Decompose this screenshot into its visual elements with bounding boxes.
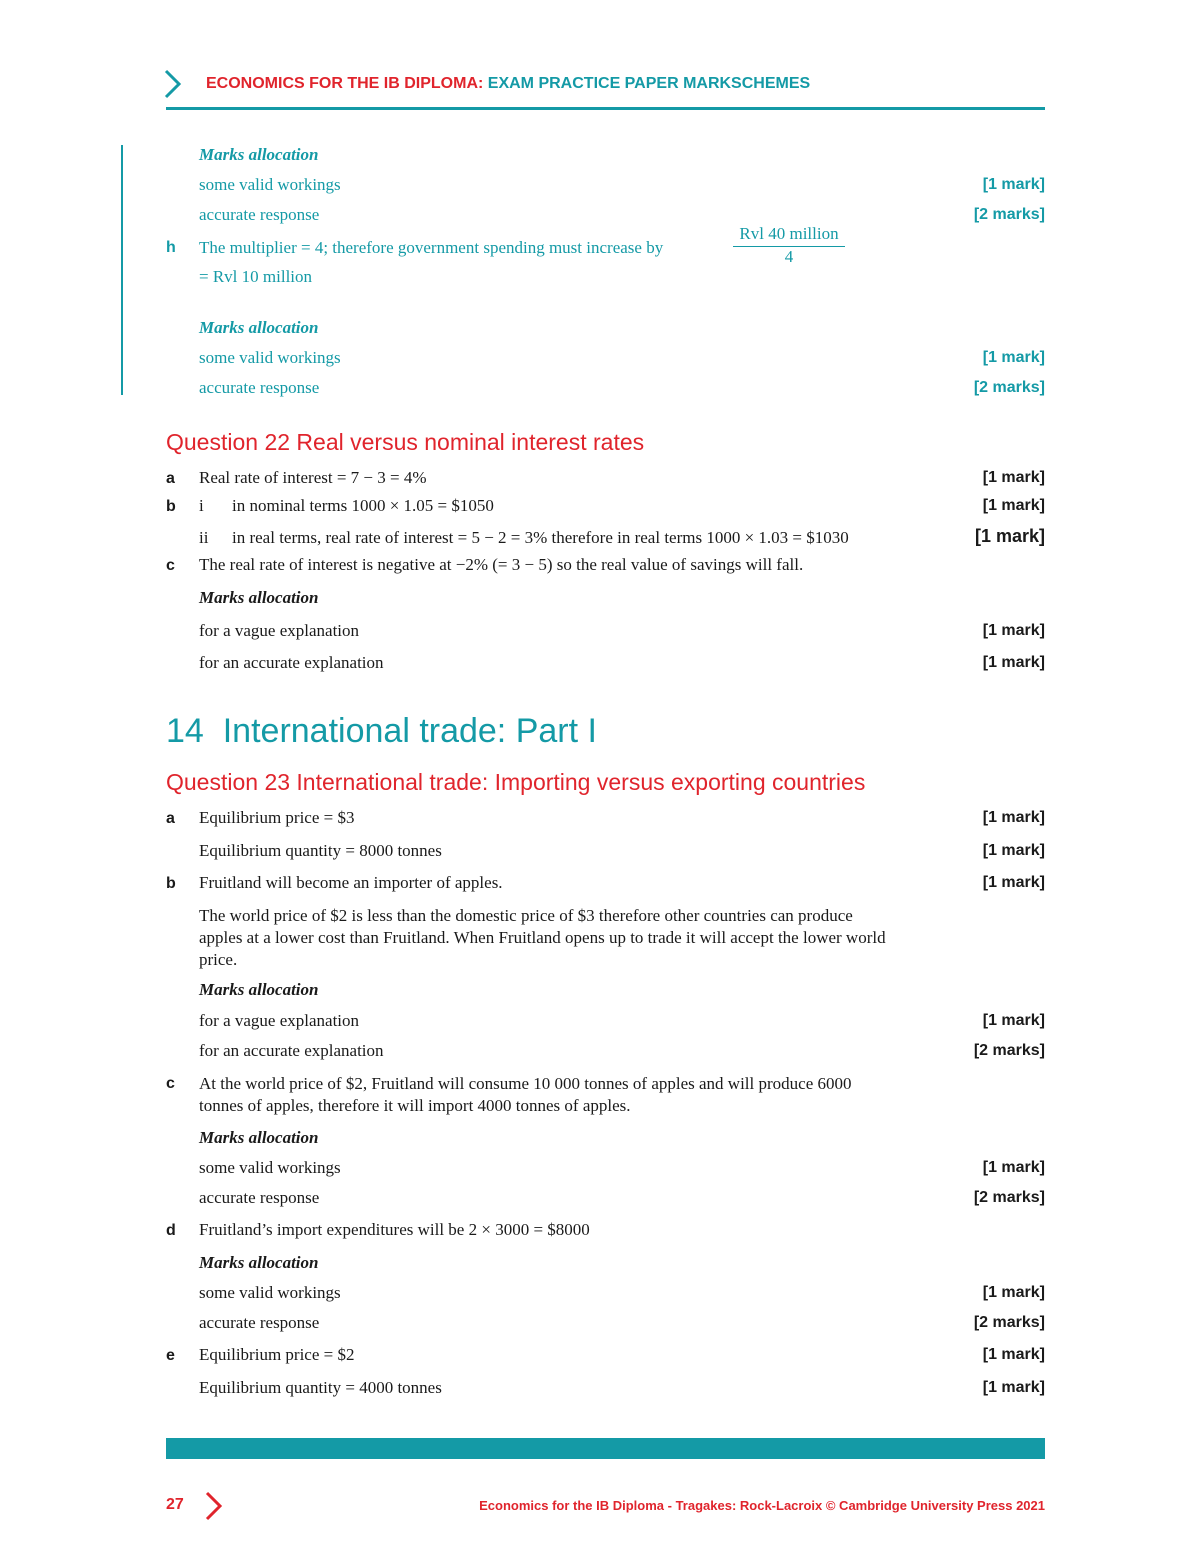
mark-value: [1 mark]: [982, 1379, 1045, 1396]
mark-value: [2 marks]: [973, 206, 1045, 223]
item-text: Fruitland’s import expenditures will be 2 × 3000 = $8000: [199, 1220, 590, 1239]
row-text: some valid workings: [199, 1283, 341, 1302]
item-text: Fruitland will become an importer of apples.: [199, 873, 503, 892]
mark-value: [1 mark]: [982, 497, 1045, 514]
item-text: in nominal terms 1000 × 1.05 = $1050: [232, 496, 494, 515]
item-label: c: [166, 1075, 175, 1092]
marks-allocation-label: Marks allocation: [199, 1253, 319, 1272]
item-label: b: [166, 498, 176, 515]
marks-allocation-label: Marks allocation: [199, 980, 319, 999]
subitem-label: ii: [199, 528, 209, 547]
mark-value: [1 mark]: [982, 176, 1045, 193]
mark-value: [1 mark]: [982, 622, 1045, 639]
header-title-part1: ECONOMICS FOR THE IB DIPLOMA:: [206, 75, 484, 92]
item-text: Equilibrium quantity = 4000 tonnes: [199, 1378, 442, 1397]
mark-value: [1 mark]: [982, 1346, 1045, 1363]
page-number: 27: [166, 1496, 184, 1513]
item-text: Equilibrium quantity = 8000 tonnes: [199, 841, 442, 860]
item-label: a: [166, 470, 175, 487]
mark-value: [2 marks]: [973, 1314, 1045, 1331]
mark-value: [1 mark]: [982, 469, 1045, 486]
marks-allocation-label: Marks allocation: [199, 145, 319, 164]
row-text: for a vague explanation: [199, 1011, 360, 1030]
chevron-right-icon: [163, 68, 183, 100]
row-text: for an accurate explanation: [199, 653, 384, 672]
item-text: Real rate of interest = 7 − 3 = 4%: [199, 468, 427, 487]
item-label: e: [166, 1347, 175, 1364]
header-title: [206, 75, 810, 93]
mark-value: [1 mark]: [982, 1012, 1045, 1029]
item-text: Equilibrium price = $2: [199, 1345, 355, 1364]
item-label: a: [166, 810, 175, 827]
fraction-denominator: 4: [784, 247, 794, 266]
row-text: some valid workings: [199, 1158, 341, 1177]
mark-value: [1 mark]: [982, 842, 1045, 859]
chapter-title: International trade: Part I: [222, 712, 597, 750]
row-text: accurate response: [199, 378, 320, 397]
question-heading: Question 23 International trade: Importing versus exporting countries: [166, 769, 866, 795]
fraction: [733, 224, 845, 267]
row-text: for an accurate explanation: [199, 1041, 384, 1060]
item-text: Equilibrium price = $3: [199, 808, 355, 827]
item-text: The real rate of interest is negative at −2% (= 3 − 5) so the real value of savings will fall.: [199, 555, 804, 574]
item-result: = Rvl 10 million: [199, 267, 313, 286]
mark-value: [2 marks]: [973, 1042, 1045, 1059]
mark-value: [2 marks]: [973, 1189, 1045, 1206]
mark-value: [1 mark]: [974, 526, 1045, 546]
header-title-part2: EXAM PRACTICE PAPER MARKSCHEMES: [487, 75, 811, 92]
chevron-right-icon: [204, 1490, 224, 1522]
row-text: some valid workings: [199, 348, 341, 367]
row-text: some valid workings: [199, 175, 341, 194]
item-paragraph: The world price of $2 is less than the domestic price of $3 therefore other countries can produce apples at a lower cost than Fruitland. When Fruitland opens up to trade it will accept the lower world price.: [199, 906, 886, 969]
item-label: d: [166, 1222, 176, 1239]
row-text: accurate response: [199, 1313, 320, 1332]
item-paragraph: At the world price of $2, Fruitland will consume 10 000 tonnes of apples and will produce 6000 tonnes of apples, therefore it will import 4000 tonnes of apples.: [199, 1074, 852, 1115]
marks-allocation-label: Marks allocation: [199, 588, 319, 607]
continuation-bar: [121, 145, 123, 395]
mark-value: [1 mark]: [982, 874, 1045, 891]
item-label: h: [166, 239, 176, 256]
header-rule: [166, 107, 1045, 110]
chapter-number: 14: [166, 712, 204, 750]
marks-allocation-label: Marks allocation: [199, 1128, 319, 1147]
item-label: b: [166, 875, 176, 892]
mark-value: [2 marks]: [973, 379, 1045, 396]
question-heading: Question 22 Real versus nominal interest rates: [166, 429, 645, 455]
row-text: accurate response: [199, 205, 320, 224]
marks-allocation-label: Marks allocation: [199, 318, 319, 337]
item-text: The multiplier = 4; therefore government spending must increase by: [199, 238, 664, 257]
chapter-heading: [166, 712, 597, 751]
mark-value: [1 mark]: [982, 1159, 1045, 1176]
mark-value: [1 mark]: [982, 349, 1045, 366]
fraction-numerator: Rvl 40 million: [733, 224, 845, 247]
row-text: for a vague explanation: [199, 621, 360, 640]
mark-value: [1 mark]: [982, 1284, 1045, 1301]
footer-band: [166, 1438, 1045, 1459]
row-text: accurate response: [199, 1188, 320, 1207]
item-label: c: [166, 557, 175, 574]
mark-value: [1 mark]: [982, 809, 1045, 826]
mark-value: [1 mark]: [982, 654, 1045, 671]
footer-credit: Economics for the IB Diploma - Tragakes: Rock-Lacroix © Cambridge University Press 2021: [479, 1498, 1045, 1513]
subitem-label: i: [199, 496, 204, 515]
item-text: in real terms, real rate of interest = 5 − 2 = 3% therefore in real terms 1000 × 1.03 = $1030: [232, 528, 849, 547]
